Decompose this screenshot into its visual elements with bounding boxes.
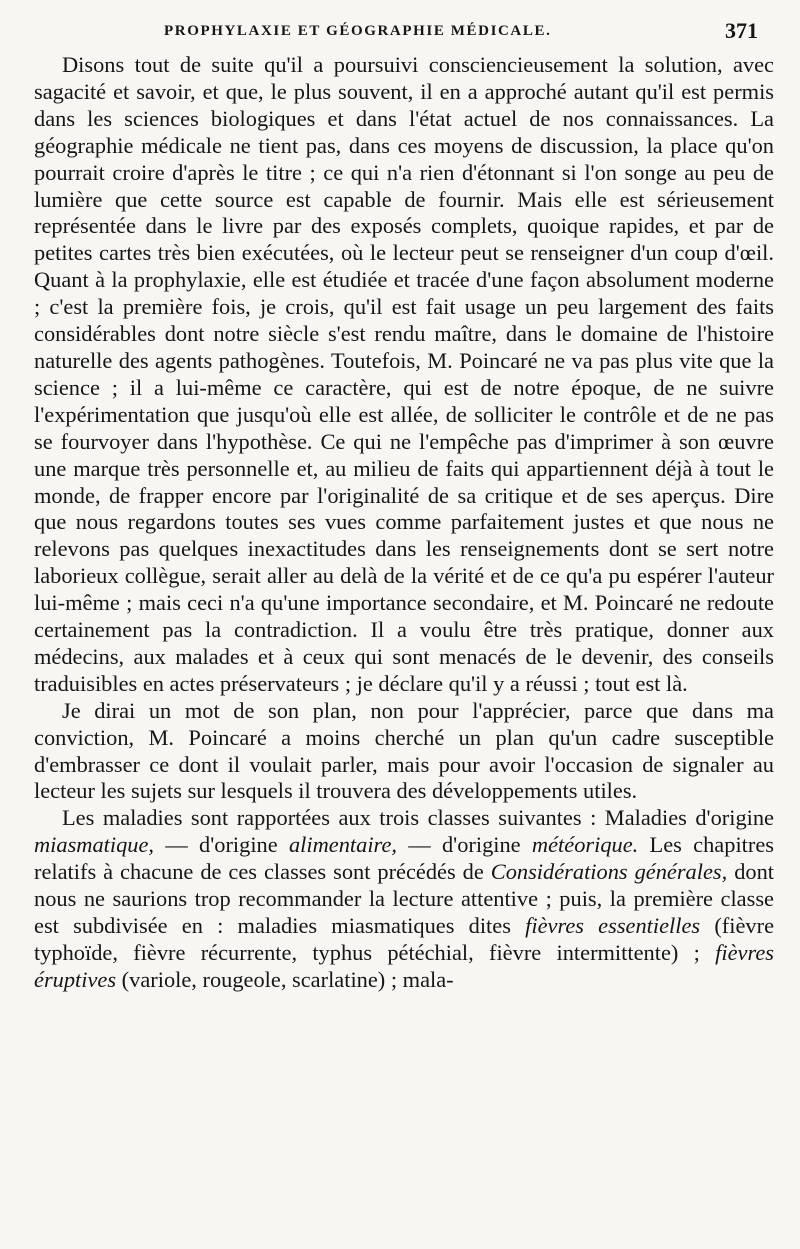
italic-term: miasmatique, [34, 832, 155, 858]
paragraph-1 [34, 52, 774, 698]
body-text [34, 52, 774, 994]
text-run: dont nous ne saurions trop recommander la lecture attentive ; puis, la première classe est subdivisée en : maladies miasmatiques dites [34, 859, 775, 938]
text-run: (fièvre typhoïde, fièvre récurrente, typhus pétéchial, fièvre intermittente) ; [34, 913, 775, 965]
paragraph-3 [34, 805, 774, 993]
text-run: (variole, rougeole, scarlatine) ; mala- [116, 966, 454, 992]
text-run: — d'origine [396, 832, 532, 858]
page-number: 371 [725, 18, 758, 43]
page-header [34, 18, 774, 50]
italic-term: alimentaire, [288, 832, 397, 858]
text-run: Disons tout de suite qu'il a poursuivi consciencieusement la solution, avec sagacité et savoir, et que, le plus souvent, il en a approché autant qu'il est permis dans les sciences biologiques et dans l'état actuel de nos connaissances. La géographie médicale ne tient pas, dans ces moyens de discussion, la place qu'on pourrait croire d'après le titre ; ce qui n'a rien d'étonnant si l'on songe au peu de lumière que cette source est capable de fournir. Mais elle est sérieusement représentée dans le livre par des exposés complets, quoique rapides, et par de petites cartes très bien exécutées, où le lecteur peut se renseigner d'un coup d'œil. Quant à la prophylaxie, elle est étudiée et tracée d'une façon absolument moderne ; c'est la première fois, je crois, qu'il est fait usage un peu largement des faits considérables dont notre siècle s'est rendu maître, dans le domaine de l'histoire naturelle des agents pathogènes. Toutefois, M. Poincaré ne va pas plus vite que la science ; il a lui-même ce caractère, qui est de notre époque, de ne suivre l'expérimentation que jusqu'où elle est allée, de solliciter le contrôle et de ne pas se fourvoyer dans l'hypothèse. Ce qui ne l'empêche pas d'imprimer à son œuvre une marque très personnelle et, au milieu de faits qui appartiennent déjà à tout le monde, de frapper encore par l'originalité de sa critique et de ses aperçus. Dire que nous regardons toutes ses vues comme parfaitement justes et que nous ne relevons pas quelques inexactitudes dans les renseignements dont se sert notre laborieux collègue, serait aller au delà de la vérité et de ce qu'a pu espérer l'auteur lui-même ; mais ceci n'a qu'une importance secondaire, et M. Poincaré ne redoute certainement pas la contradiction. Il a voulu être très pratique, donner aux médecins, aux malades et à ceux qui sont menacés de le devenir, des conseils traduisibles en actes préservateurs ; je déclare qu'il y a réussi ; tout est là. [34, 52, 774, 696]
italic-term: fièvres essentielles [525, 913, 701, 938]
italic-term: fièvres éruptives [34, 939, 774, 992]
text-run: Les maladies sont rapportées aux trois classes suivantes : Maladies d'origine [62, 805, 774, 831]
running-head: PROPHYLAXIE ET GÉOGRAPHIE MÉDICALE. [164, 23, 552, 39]
text-run: Je dirai un mot de son plan, non pour l'apprécier, parce que dans ma conviction, M. Poincaré a moins cherché un plan qu'un cadre susceptible d'embrasser ce dont il voulait parler, mais pour avoir l'occasion de signaler au lecteur les sujets sur lesquels il trouvera des développements utiles. [34, 697, 774, 804]
text-run: — d'origine [154, 832, 289, 858]
italic-term: Considérations générales, [490, 859, 728, 885]
text-run: Les chapitres relatifs à chacune de ces classes sont précédés de [34, 832, 774, 885]
italic-term: météorique. [531, 832, 639, 858]
paragraph-2 [34, 698, 774, 806]
